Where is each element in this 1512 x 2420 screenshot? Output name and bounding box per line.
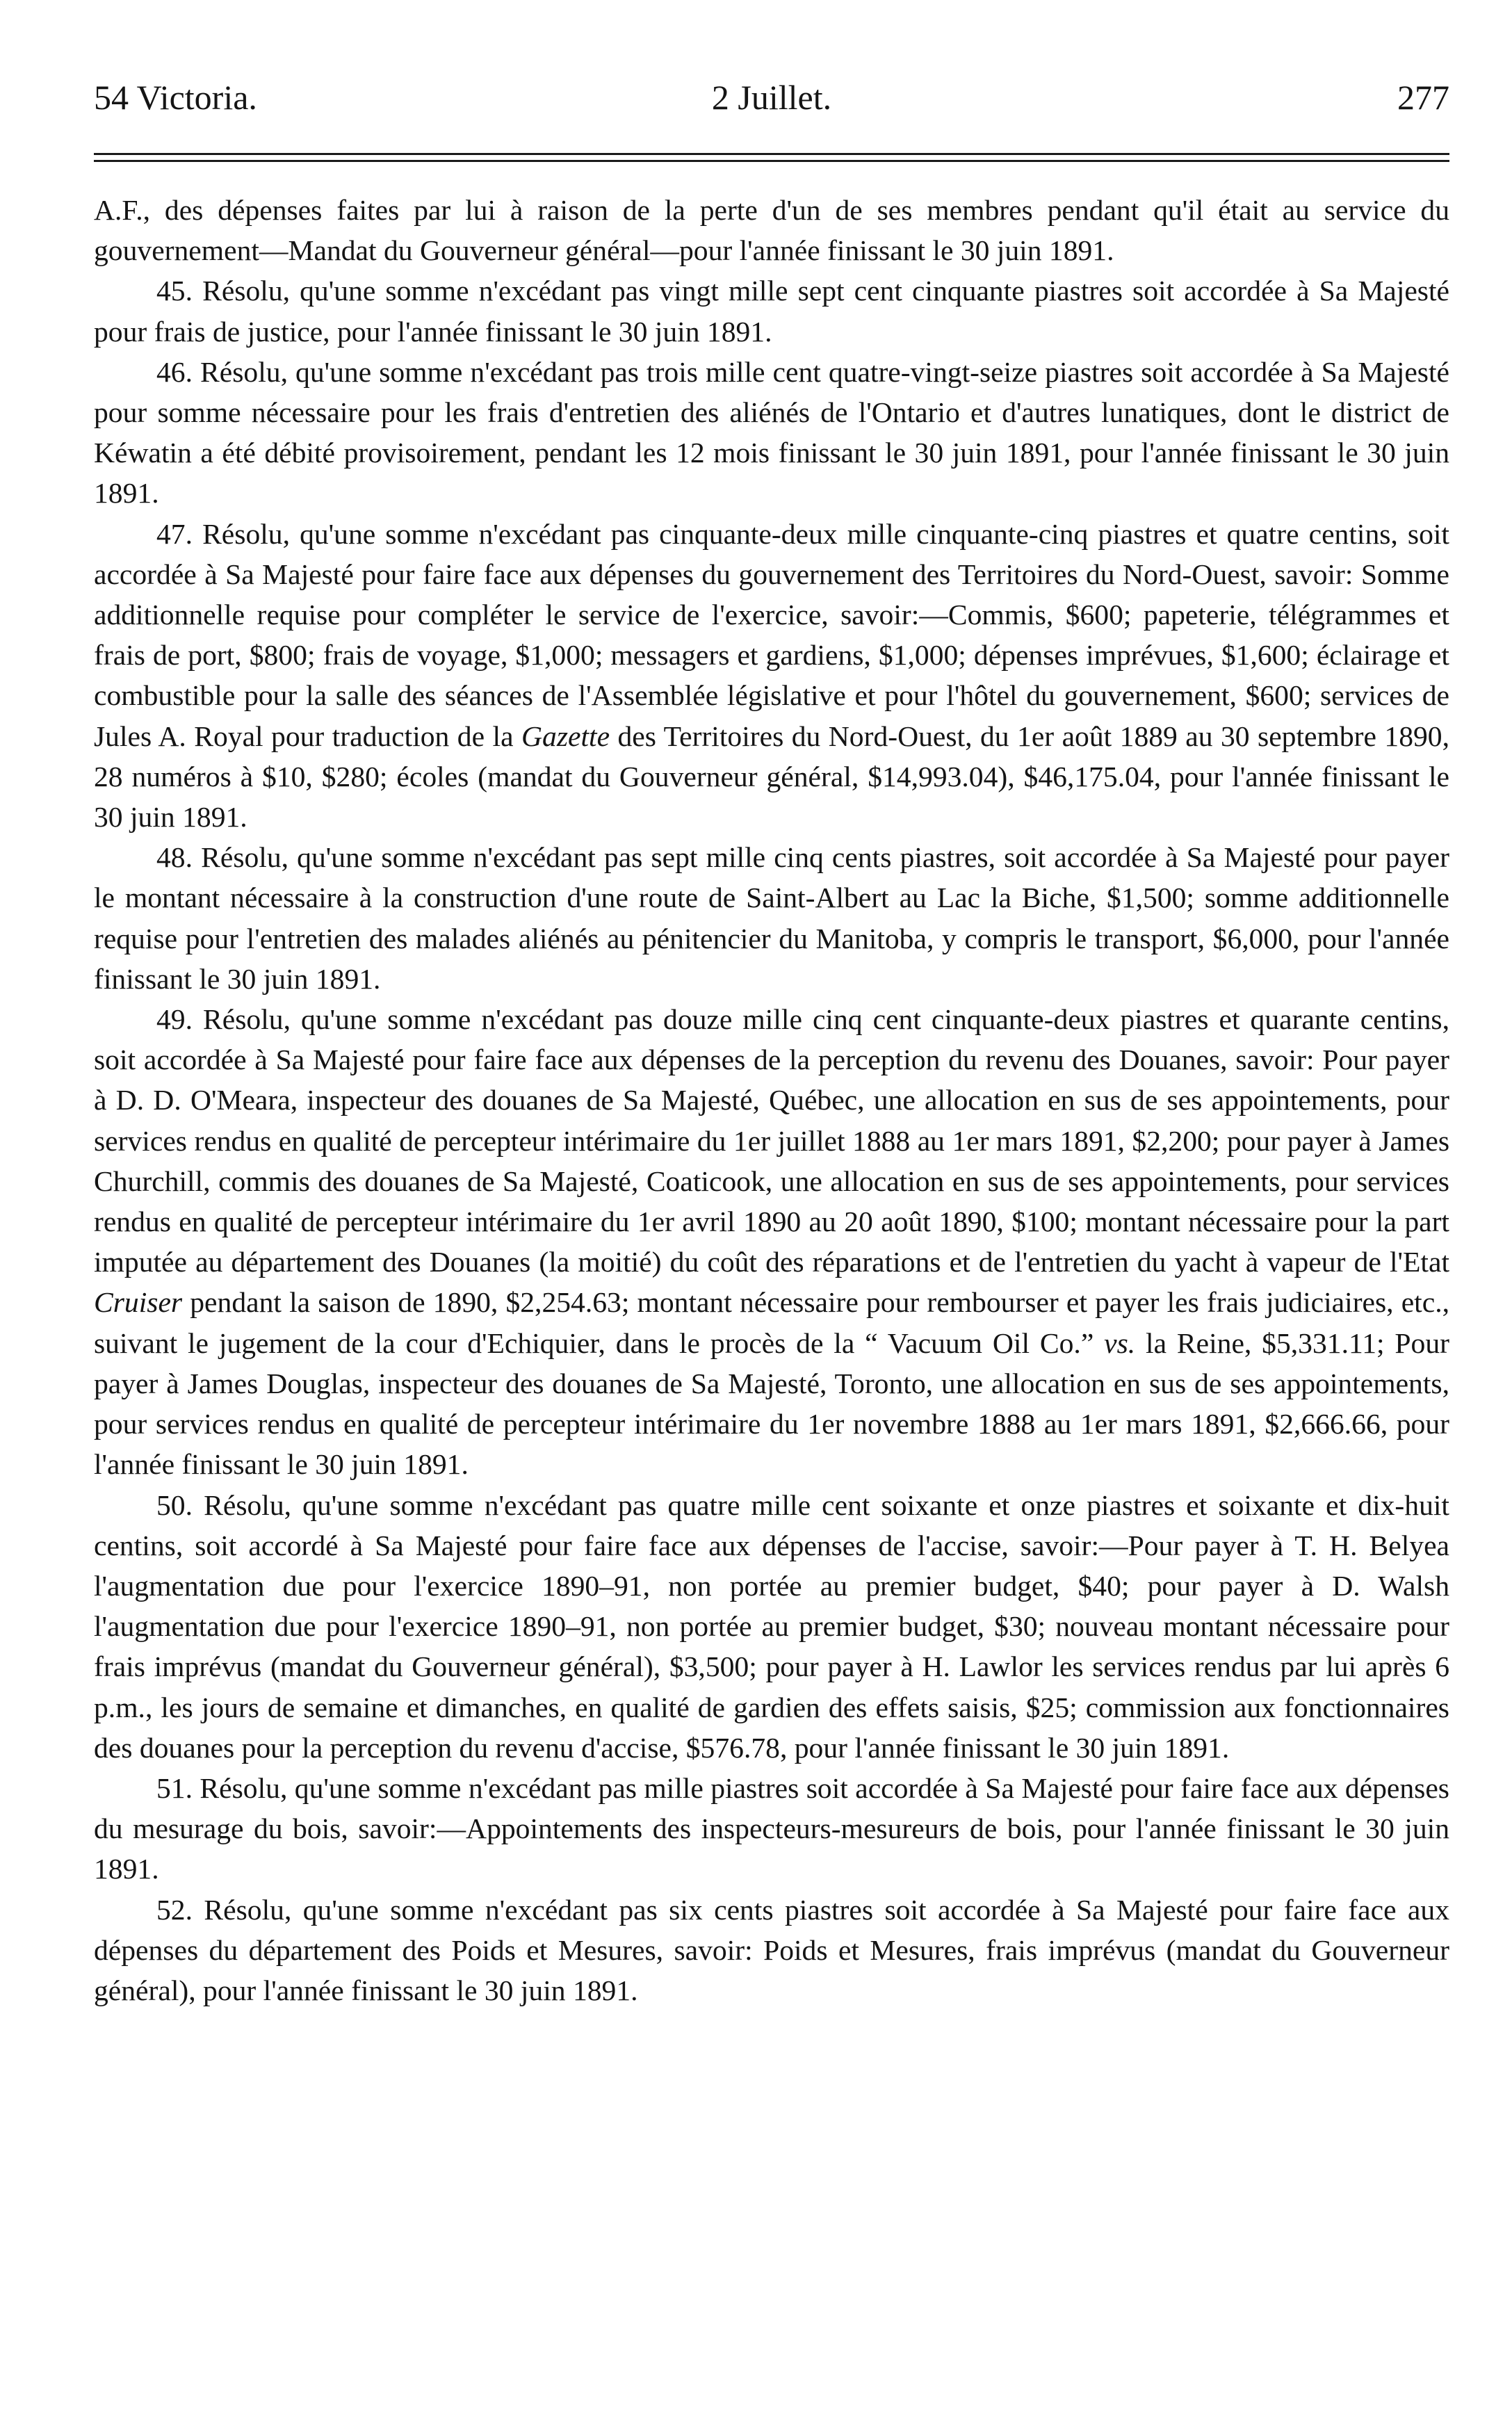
resolution-47-text-b: des Territoires du Nord-Ouest, du 1er août 1889 au 30 septembre 1890, 28 numéros à $10, $280; écoles (mandat du Gouverneur général, $14,993.04), $46,175.04, pour l'année finissant le 30 juin 1891.	[94, 720, 1449, 834]
resolution-49	[94, 999, 1449, 1484]
resolution-50: 50. Résolu, qu'une somme n'excédant pas quatre mille cent soixante et onze piastres et soixante et dix-huit centins, soit accordé à Sa Majesté pour faire face aux dépenses de l'accise, savoir:—Pour payer à T. H. Belyea l'augmentation due pour l'exercice 1890–91, non portée au premier budget, $40; pour payer à D. Walsh l'augmentation due pour l'exercice 1890–91, non portée au premier budget, $30; nouveau montant nécessaire pour frais imprévus (mandat du Gouverneur général), $3,500; pour payer à H. Lawlor les services rendus par lui après 6 p.m., les jours de semaine et dimanches, en qualité de gardien des effets saisis, $25; commission aux fonctionnaires des douanes pour la perception du revenu d'accise, $576.78, pour l'année finissant le 30 juin 1891.	[94, 1488, 1449, 1764]
page-number: 277	[1397, 78, 1449, 117]
versus-abbrev: vs.	[1104, 1326, 1136, 1359]
resolution-47	[94, 514, 1449, 838]
resolution-47-text-a: 47. Résolu, qu'une somme n'excédant pas cinquante-deux mille cinquante-cinq piastres et quatre centins, soit accordée à Sa Majesté pour faire face aux dépenses du gouvernement des Territoires du Nord-Ouest, savoir: Somme additionnelle requise pour compléter le service de l'exercice, savoir:—Commis, $600; papeterie, télégrammes et frais de port, $800; frais de voyage, $1,000; messagers et gardiens, $1,000; dépenses imprévues, $1,600; éclairage et combustible pour la salle des séances de l'Assemblée législative et pour l'hôtel du gouvernement, $600; services de Jules A. Royal pour traduction de la	[94, 517, 1449, 752]
paragraph-continued: A.F., des dépenses faites par lui à raison de la perte d'un de ses membres pendant qu'il était au service du gouvernement—Mandat du Gouverneur général—pour l'année finissant le 30 juin 1891.	[94, 194, 1449, 267]
resolutions-text	[94, 190, 1449, 2011]
resolution-46: 46. Résolu, qu'une somme n'excédant pas trois mille cent quatre-vingt-seize piastres soit accordée à Sa Majesté pour somme nécessaire pour les frais d'entretien des aliénés de l'Ontario et d'autres lunatiques, dont le district de Kéwatin a été débité provisoirement, pendant les 12 mois finissant le 30 juin 1891, pour l'année finissant le 30 juin 1891.	[94, 355, 1449, 510]
resolution-48: 48. Résolu, qu'une somme n'excédant pas sept mille cinq cents piastres, soit accordée à Sa Majesté pour payer le montant nécessaire à la construction d'une route de Saint-Albert au Lac la Biche, $1,500; somme additionnelle requise pour l'entretien des malades aliénés au pénitencier du Manitoba, y compris le transport, $6,000, pour l'année finissant le 30 juin 1891.	[94, 841, 1449, 995]
resolution-45: 45. Résolu, qu'une somme n'excédant pas vingt mille sept cent cinquante piastres soit accordée à Sa Majesté pour frais de justice, pour l'année finissant le 30 juin 1891.	[94, 275, 1449, 348]
running-header	[94, 66, 1449, 129]
date-label: 2 Juillet.	[711, 78, 832, 117]
session-label: 54 Victoria.	[94, 78, 257, 117]
ship-name: Cruiser	[94, 1286, 183, 1319]
resolution-52: 52. Résolu, qu'une somme n'excédant pas six cents piastres soit accordée à Sa Majesté pour faire face aux dépenses du département des Poids et Mesures, savoir: Poids et Mesures, frais imprévus (mandat du Gouverneur général), pour l'année finissant le 30 juin 1891.	[94, 1893, 1449, 2006]
resolution-51: 51. Résolu, qu'une somme n'excédant pas mille piastres soit accordée à Sa Majesté pour faire face aux dépenses du mesurage du bois, savoir:—Appointements des inspecteurs-mesureurs de bois, pour l'année finissant le 30 juin 1891.	[94, 1771, 1449, 1885]
resolution-49-text-b: pendant la saison de 1890, $2,254.63; montant nécessaire pour rembourser et payer les frais judiciaires, etc., suivant le jugement de la cour d'Echiquier, dans le procès de la “ Vacuum Oil Co.”	[94, 1286, 1449, 1359]
resolution-49-text-a: 49. Résolu, qu'une somme n'excédant pas douze mille cinq cent cinquante-deux piastres et quarante centins, soit accordée à Sa Majesté pour faire face aux dépenses de la perception du revenu des Douanes, savoir: Pour payer à D. D. O'Meara, inspecteur des douanes de Sa Majesté, Québec, une allocation en sus de ses appointements, pour services rendus en qualité de percepteur intérimaire du 1er juillet 1888 au 1er mars 1891, $2,200; pour payer à James Churchill, commis des douanes de Sa Majesté, Coaticook, une allocation en sus de ses appointements, pour services rendus en qualité de percepteur intérimaire du 1er avril 1890 au 20 août 1890, $100; montant nécessaire pour la part imputée au département des Douanes (la moitié) du coût des réparations et de l'entretien du yacht à vapeur de l'Etat	[94, 1003, 1449, 1278]
gazette-title: Gazette	[521, 720, 610, 752]
header-rule-bottom	[94, 160, 1449, 162]
header-rule-top	[94, 153, 1449, 155]
resolution-49-text-c: la Reine, $5,331.11; Pour payer à James Douglas, inspecteur des douanes de Sa Majesté, Toronto, une allocation en sus de ses appointements, pour services rendus en qualité de percepteur intérimaire du 1er novembre 1888 au 1er mars 1891, $2,666.66, pour l'année finissant le 30 juin 1891.	[94, 1326, 1449, 1481]
page	[94, 66, 1449, 2011]
